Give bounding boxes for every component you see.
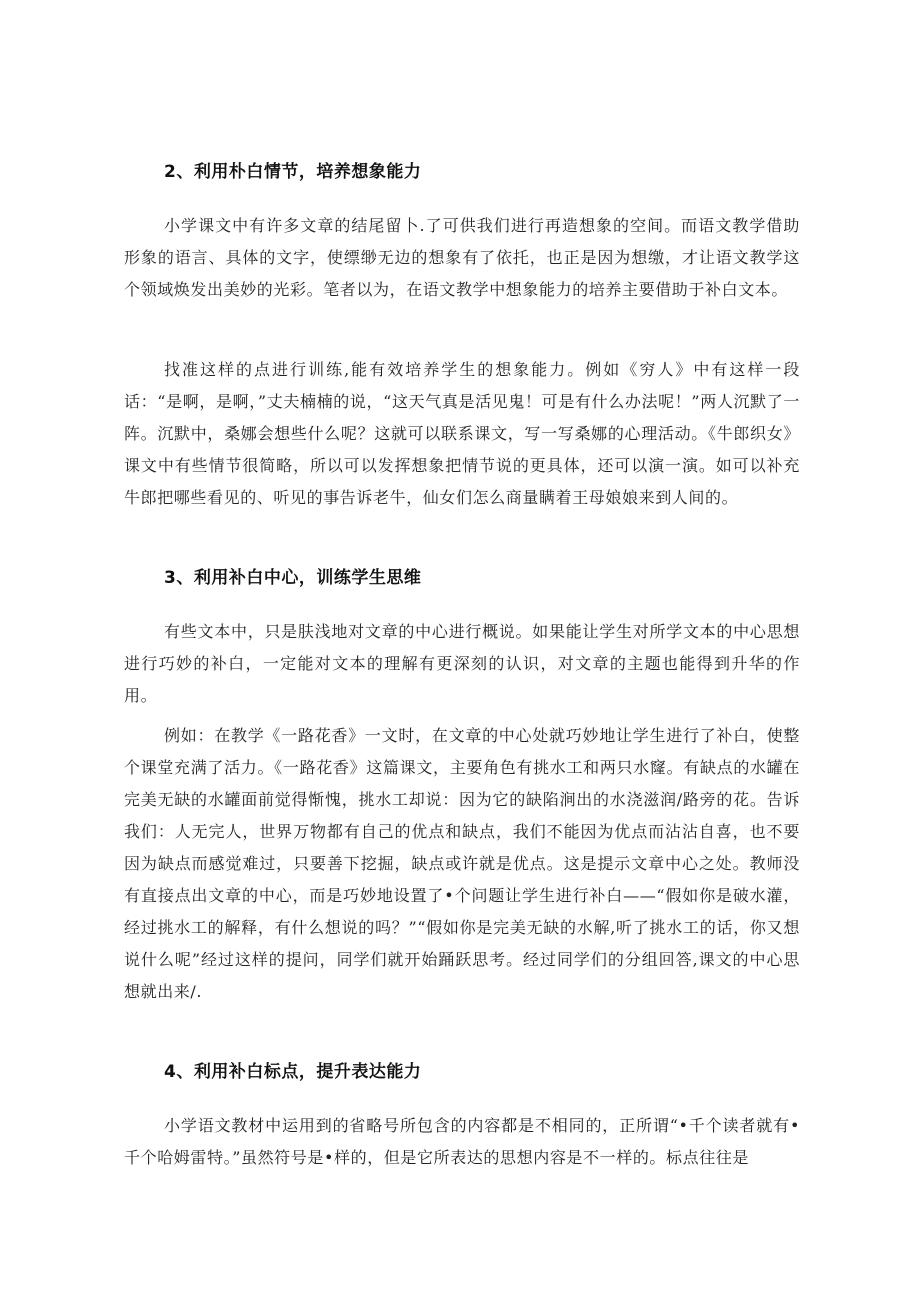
paragraph: 有些文本中，只是肤浅地对文章的中心进行概说。如果能让学生对所学文本的中心思想进行巧妙的补白，一定能对文本的理解有更深刻的认识，对文章的主题也能得到升华的作用。 [124, 622, 800, 705]
section-heading-2: 2、利用朴白情节，培养想象能力 [164, 162, 422, 182]
paragraph: 小学语文教材中运用到的省略号所包含的内容都是不相同的，正所谓“•千个读者就有•千个哈姆雷特。”虽然符号是•样的，但是它所表达的思想内容是不一样的。标点往往是 [124, 1116, 800, 1167]
paragraph: 找准这样的点进行训练,能有效培养学生的想象能力。例如《穷人》中有这样一段话：“是啊，是啊，”丈夫楠楠的说，“这天气真是活见鬼！可是有什么办法呢！”两人沉默了一阵。沉默中，桑娜会想些什么呢？这就可以联系课文，写一写桑娜的心理活动。《牛郎织女》课文中有些情节很简略，所以可以发挥想象把情节说的更具体，还可以演一演。如可以补充牛郎把哪些看见的、听见的事告诉老牛，仙女们怎么商量瞒着王母娘娘来到人间的。 [124, 360, 800, 507]
section-heading-3: 3、利用补白中心，训练学生思维 [164, 568, 422, 588]
paragraph: 例如：在教学《一路花香》一文时，在文章的中心处就巧妙地让学生进行了补白，使整个课堂充满了活力。《一路花香》这篇课文，主要角色有挑水工和两只水窿。有缺点的水罐在完美无缺的水罐面前觉得惭愧，挑水工却说：因为它的缺陷涧出的水浇滋润/路旁的花。告诉我们：人无完人，世界万物都有自己的优点和缺点，我们不能因为优点而沾沾自喜，也不要因为缺点而感觉难过，只要善下挖掘，缺点或许就是优点。这是提示文章中心之处。教师没有直接点出文章的中心，而是巧妙地设置了•个问题让学生进行补白——“假如你是破水灌，经过挑水工的解释，有什么想说的吗？”“假如你是完美无缺的水解,听了挑水工的话，你又想说什么呢”经过这样的提问，同学们就开始踊跃思考。经过同学们的分组回答,课文的中心思想就出来/. [124, 726, 800, 1001]
section-heading-4: 4、利用补白标点，提升表达能力 [164, 1062, 422, 1082]
paragraph: 小学课文中有许多文章的结尾留卜.了可供我们进行再造想象的空间。而语文教学借助形象的语言、具体的文字，使缥缈无边的想象有了依托，也正是因为想缴，才让语文教学这个领域焕发出美妙的光彩。笔者以为，在语文教学中想象能力的培养主要借助于补白文本。 [124, 216, 800, 299]
